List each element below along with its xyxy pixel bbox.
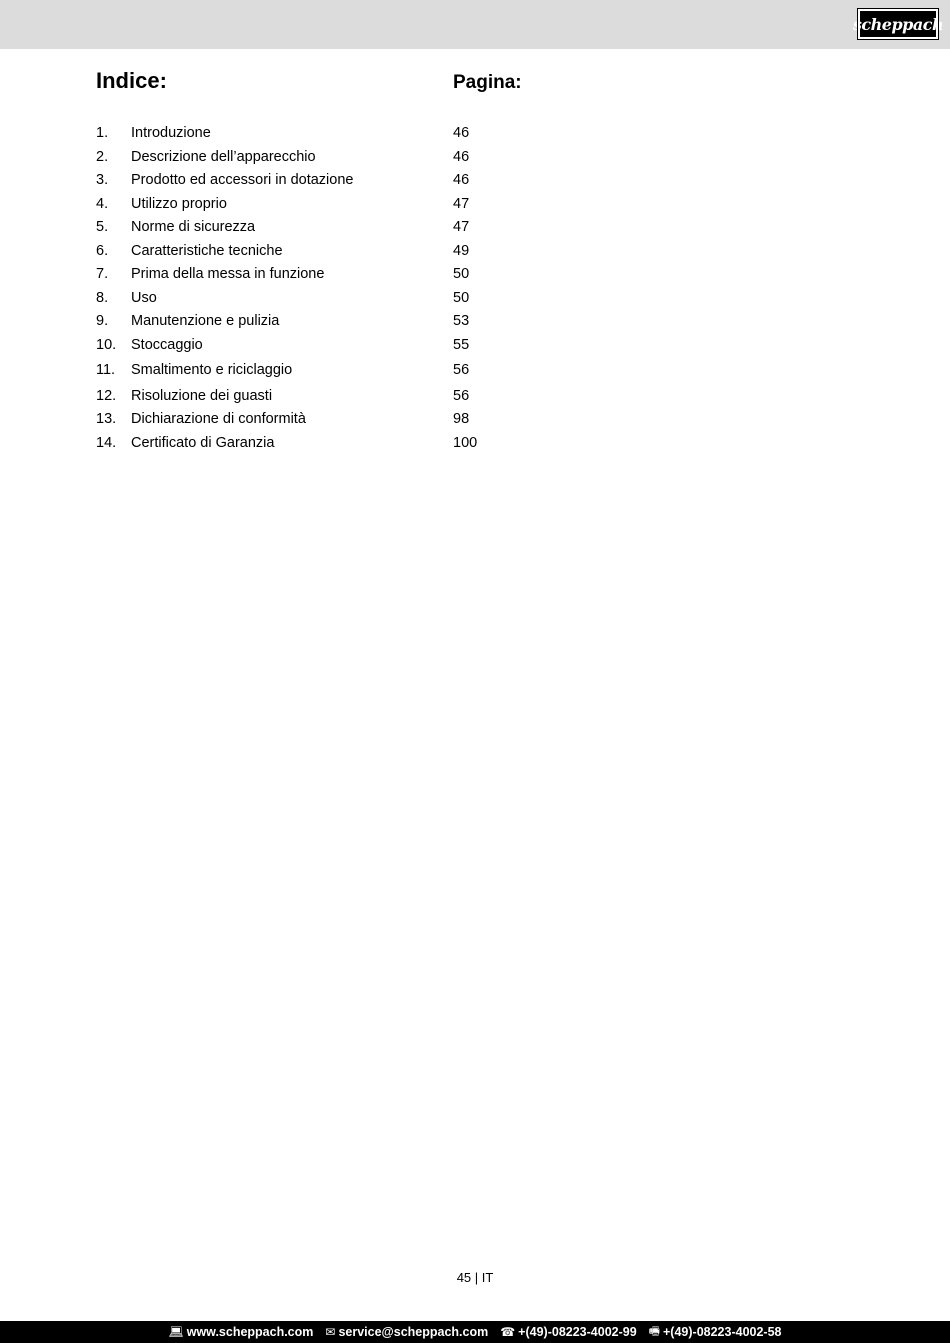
toc-row — [96, 408, 616, 432]
mail-icon: ✉︎ — [325, 1325, 336, 1339]
table-of-contents — [96, 122, 616, 455]
email-text: service@scheppach.com — [338, 1325, 489, 1339]
toc-number: 13. — [96, 411, 117, 427]
phone-contact[interactable] — [500, 1325, 636, 1339]
toc-title: Prodotto ed accessori in dotazione — [131, 172, 354, 188]
toc-page: 46 — [453, 148, 470, 165]
toc-number: 12. — [96, 387, 117, 404]
toc-title: Utilizzo proprio — [131, 195, 227, 212]
toc-number: 6. — [96, 242, 109, 259]
toc-number: 4. — [96, 195, 109, 212]
toc-page: 46 — [453, 125, 470, 141]
toc-number: 5. — [96, 219, 109, 235]
contact-bar — [0, 1321, 950, 1343]
toc-row — [96, 263, 616, 287]
toc-title: Prima della messa in funzione — [131, 266, 325, 282]
index-heading: Indice: — [96, 68, 167, 93]
toc-number: 3. — [96, 172, 109, 188]
website-contact[interactable] — [169, 1325, 314, 1339]
toc-title: Stoccaggio — [131, 336, 203, 353]
toc-row — [96, 359, 616, 385]
toc-row — [96, 169, 616, 193]
toc-page: 55 — [453, 336, 470, 353]
toc-number: 7. — [96, 266, 109, 282]
toc-row — [96, 385, 616, 409]
logo-text: scheppach — [852, 14, 944, 34]
toc-page: 50 — [453, 289, 470, 306]
toc-row — [96, 122, 616, 146]
toc-page: 49 — [453, 242, 470, 259]
toc-title: Descrizione dell’apparecchio — [131, 148, 316, 165]
toc-title: Manutenzione e pulizia — [131, 313, 280, 329]
toc-page: 98 — [453, 411, 470, 427]
toc-row — [96, 287, 616, 311]
toc-number: 2. — [96, 148, 109, 165]
header-band — [0, 0, 950, 49]
toc-page: 46 — [453, 172, 470, 188]
toc-row — [96, 240, 616, 264]
toc-title: Certificato di Garanzia — [131, 434, 275, 451]
toc-title: Smaltimento e riciclaggio — [131, 362, 293, 378]
fax-text: +(49)-08223-4002-58 — [663, 1325, 782, 1339]
toc-number: 1. — [96, 125, 109, 141]
toc-row — [96, 334, 616, 360]
page-number: 45 | IT — [456, 1270, 494, 1285]
toc-title: Caratteristiche tecniche — [131, 242, 283, 259]
toc-row — [96, 216, 616, 240]
fax-contact[interactable] — [649, 1322, 782, 1343]
toc-title: Norme di sicurezza — [131, 219, 256, 235]
fax-icon: 🖷︎ — [648, 1323, 660, 1338]
toc-title: Risoluzione dei guasti — [131, 387, 273, 404]
toc-row — [96, 432, 616, 456]
website-text: www.scheppach.com — [186, 1325, 314, 1339]
toc-row — [96, 146, 616, 170]
phone-text: +(49)-08223-4002-99 — [518, 1325, 637, 1339]
scheppach-logo — [852, 9, 944, 39]
computer-icon: 💻︎ — [168, 1325, 184, 1339]
phone-icon: ☎︎ — [500, 1325, 516, 1339]
toc-page: 53 — [453, 313, 470, 329]
toc-page: 56 — [453, 362, 470, 378]
toc-page: 47 — [453, 195, 470, 212]
toc-row — [96, 310, 616, 334]
toc-number: 10. — [96, 336, 117, 353]
toc-title: Introduzione — [131, 125, 211, 141]
toc-number: 11. — [96, 362, 116, 378]
toc-number: 14. — [96, 434, 117, 451]
toc-number: 8. — [96, 289, 109, 306]
toc-page: 100 — [453, 434, 478, 451]
toc-page: 47 — [453, 219, 470, 235]
toc-row — [96, 193, 616, 217]
toc-title: Uso — [131, 289, 157, 306]
toc-page: 50 — [453, 266, 470, 282]
email-contact[interactable] — [325, 1325, 488, 1339]
page-heading: Pagina: — [453, 72, 522, 93]
toc-title: Dichiarazione di conformità — [131, 411, 306, 427]
toc-number: 9. — [96, 313, 109, 329]
toc-page: 56 — [453, 387, 470, 404]
